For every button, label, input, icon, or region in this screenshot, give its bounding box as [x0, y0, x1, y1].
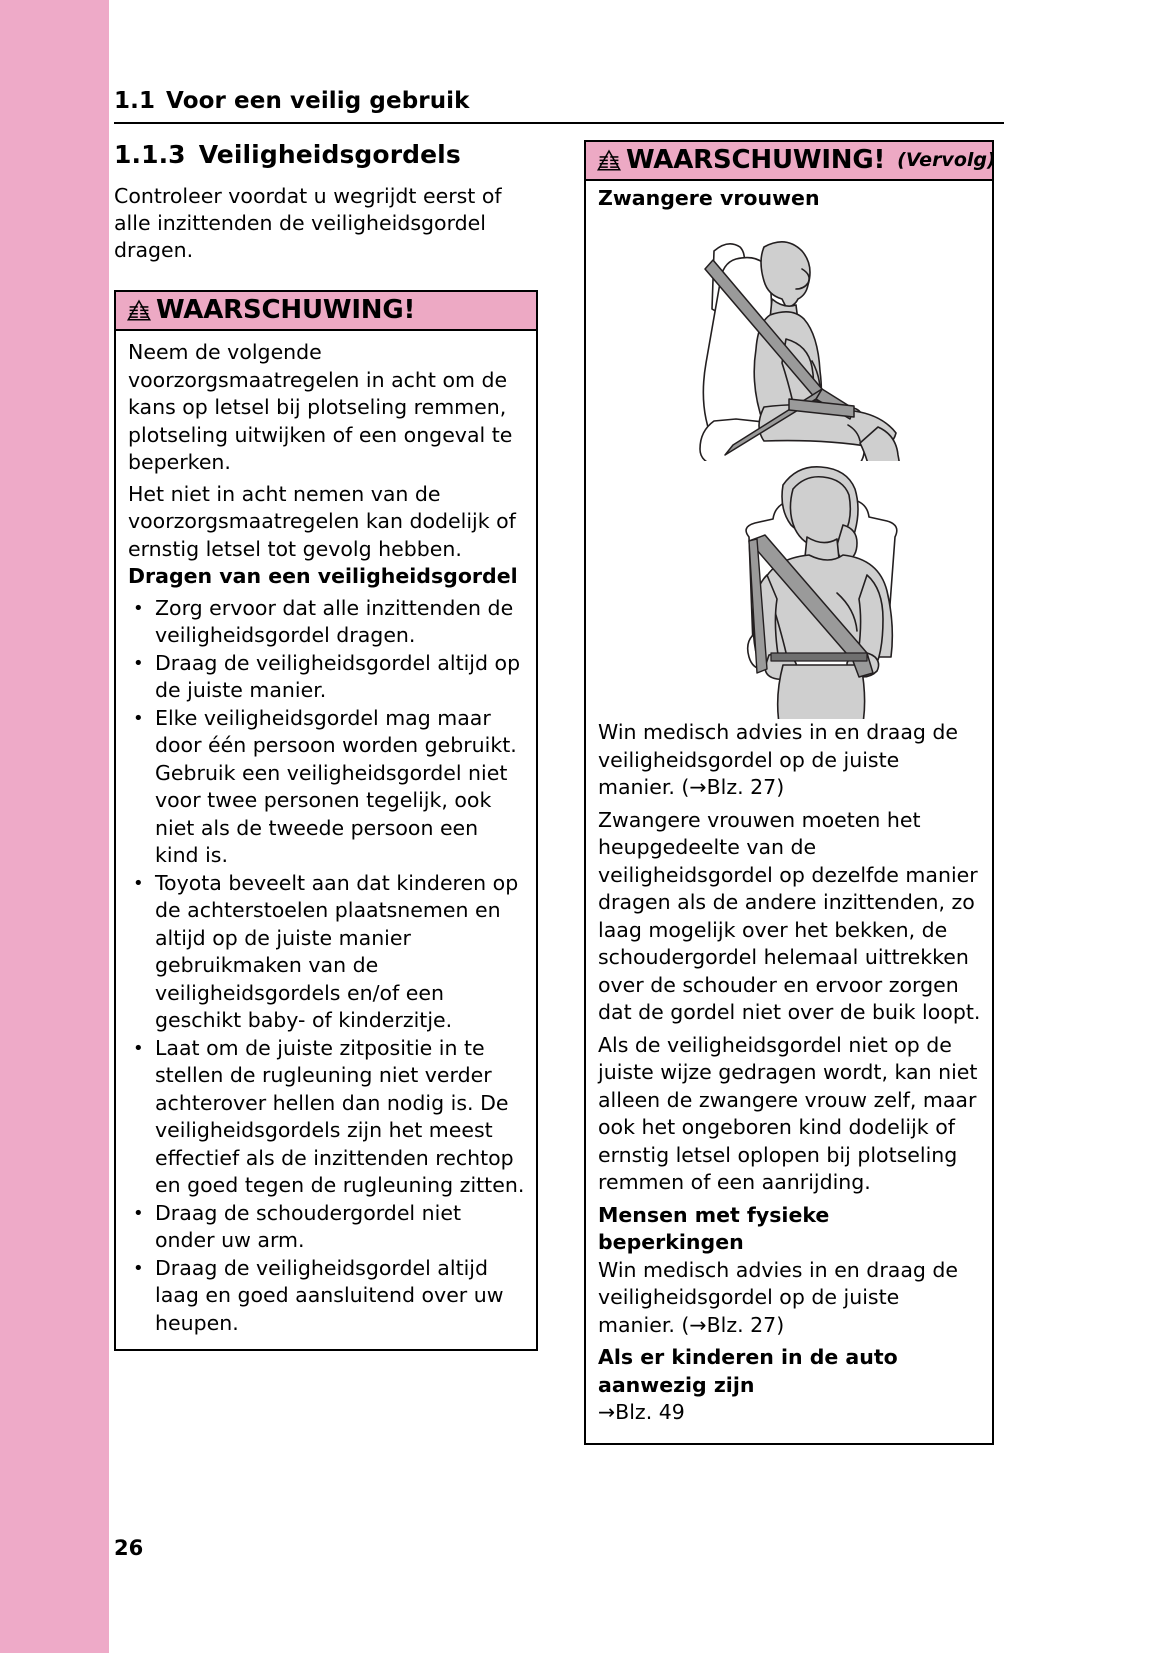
left-column — [114, 140, 538, 1351]
section-title — [114, 140, 538, 169]
warning-triangle-icon — [126, 298, 152, 322]
header-divider — [114, 122, 1004, 124]
pregnant-woman-side-view-seatbelt-illustration — [586, 211, 992, 461]
list-item: • Laat om de juiste zitpositie in te stellen de rugleuning niet verder achterover hellen dan nodig is. De veiligheidsgordels zijn het meest effectief als de inzittenden rechtop en goed tegen de rugleuning zitten. — [128, 1035, 526, 1200]
running-header — [114, 88, 1004, 114]
list-item: • Draag de schoudergordel niet onder uw arm. — [128, 1200, 526, 1255]
seatbelt-illustrations — [586, 211, 992, 719]
warning-body-left — [116, 331, 536, 1349]
list-item: • Toyota beveelt aan dat kinderen op de achterstoelen plaatsnemen en altijd op de juiste manier gebruikmaken van de veiligheidsgordels en/of een geschikt baby- of kinderzitje. — [128, 870, 526, 1035]
list-item: • Zorg ervoor dat alle inzittenden de veiligheidsgordel dragen. — [128, 595, 526, 650]
warning-subheading-children: Als er kinderen in de auto aanwezig zijn — [598, 1345, 898, 1397]
warning-paragraph: Win medisch advies in en draag de veiligheidsgordel op de juiste manier. (→Blz. 27) — [598, 720, 959, 799]
warning-title-left: WAARSCHUWING! — [156, 295, 416, 325]
warning-subheading-disabled: Mensen met fysieke beperkingen — [598, 1202, 830, 1254]
running-header-number: 1.1 — [114, 88, 156, 114]
warning-triangle-icon — [596, 148, 622, 172]
warning-subheading: Dragen van een veiligheidsgordel — [128, 564, 518, 588]
warning-box-right — [584, 140, 994, 1445]
page-number: 26 — [114, 1536, 144, 1560]
warning-continued-label: (Vervolg) — [897, 148, 996, 171]
warning-paragraph: Zwangere vrouwen moeten het heupgedeelte van de veiligheidsgordel op dezelfde manier dragen als de andere inzittenden, zo laag mogelijk over het bekken, de schoudergordel helemaal uittrekken over de schouder en ervoor zorgen dat de gordel niet over de buik loopt. — [598, 807, 981, 1024]
page-content — [109, 0, 1165, 1653]
warning-paragraph: Als de veiligheidsgordel niet op de juiste wijze gedragen wordt, kan niet alleen de zwangere vrouw zelf, maar ook het ongeboren kind dodelijk of ernstig letsel oplopen bij plotseling remmen of een aanrijding. — [598, 1032, 978, 1194]
warning-banner-right — [586, 142, 996, 181]
right-column-text — [586, 719, 992, 1443]
list-item: • Elke veiligheidsgordel mag maar door één persoon worden gebruikt. Gebruik een veiligheidsgordel niet voor twee personen tegelijk, ook niet als de tweede persoon een kind is. — [128, 705, 526, 870]
page-edge-color-band — [0, 0, 109, 1653]
warning-paragraph: Neem de volgende voorzorgsmaatregelen in acht om de kans op letsel bij plotseling remmen, plotseling uitwijken of een ongeval te beperken. — [128, 340, 513, 474]
warning-reference-children: →Blz. 49 — [598, 1400, 685, 1424]
warning-bullet-list — [128, 595, 526, 1338]
right-column — [584, 140, 994, 1445]
list-item: • Draag de veiligheidsgordel altijd op de juiste manier. — [128, 650, 526, 705]
warning-subheading-pregnant: Zwangere vrouwen — [598, 186, 820, 210]
warning-box-left — [114, 290, 538, 1351]
running-header-title: Voor een veilig gebruik — [166, 88, 470, 114]
section-heading-text: Veiligheidsgordels — [198, 140, 461, 169]
section-intro-paragraph: Controleer voordat u wegrijdt eerst of alle inzittenden de veiligheidsgordel dragen. — [114, 184, 502, 262]
pregnant-woman-front-view-seatbelt-illustration — [632, 459, 992, 719]
list-item: • Draag de veiligheidsgordel altijd laag en goed aansluitend over uw heupen. — [128, 1255, 526, 1338]
warning-title-right: WAARSCHUWING! — [626, 145, 886, 175]
warning-paragraph-disabled: Win medisch advies in en draag de veiligheidsgordel op de juiste manier. (→Blz. 27) — [598, 1257, 959, 1337]
warning-paragraph: Het niet in acht nemen van de voorzorgsmaatregelen kan dodelijk of ernstig letsel tot gevolg hebben. — [128, 481, 516, 561]
warning-banner-left — [116, 292, 536, 331]
section-number: 1.1.3 — [114, 140, 186, 169]
